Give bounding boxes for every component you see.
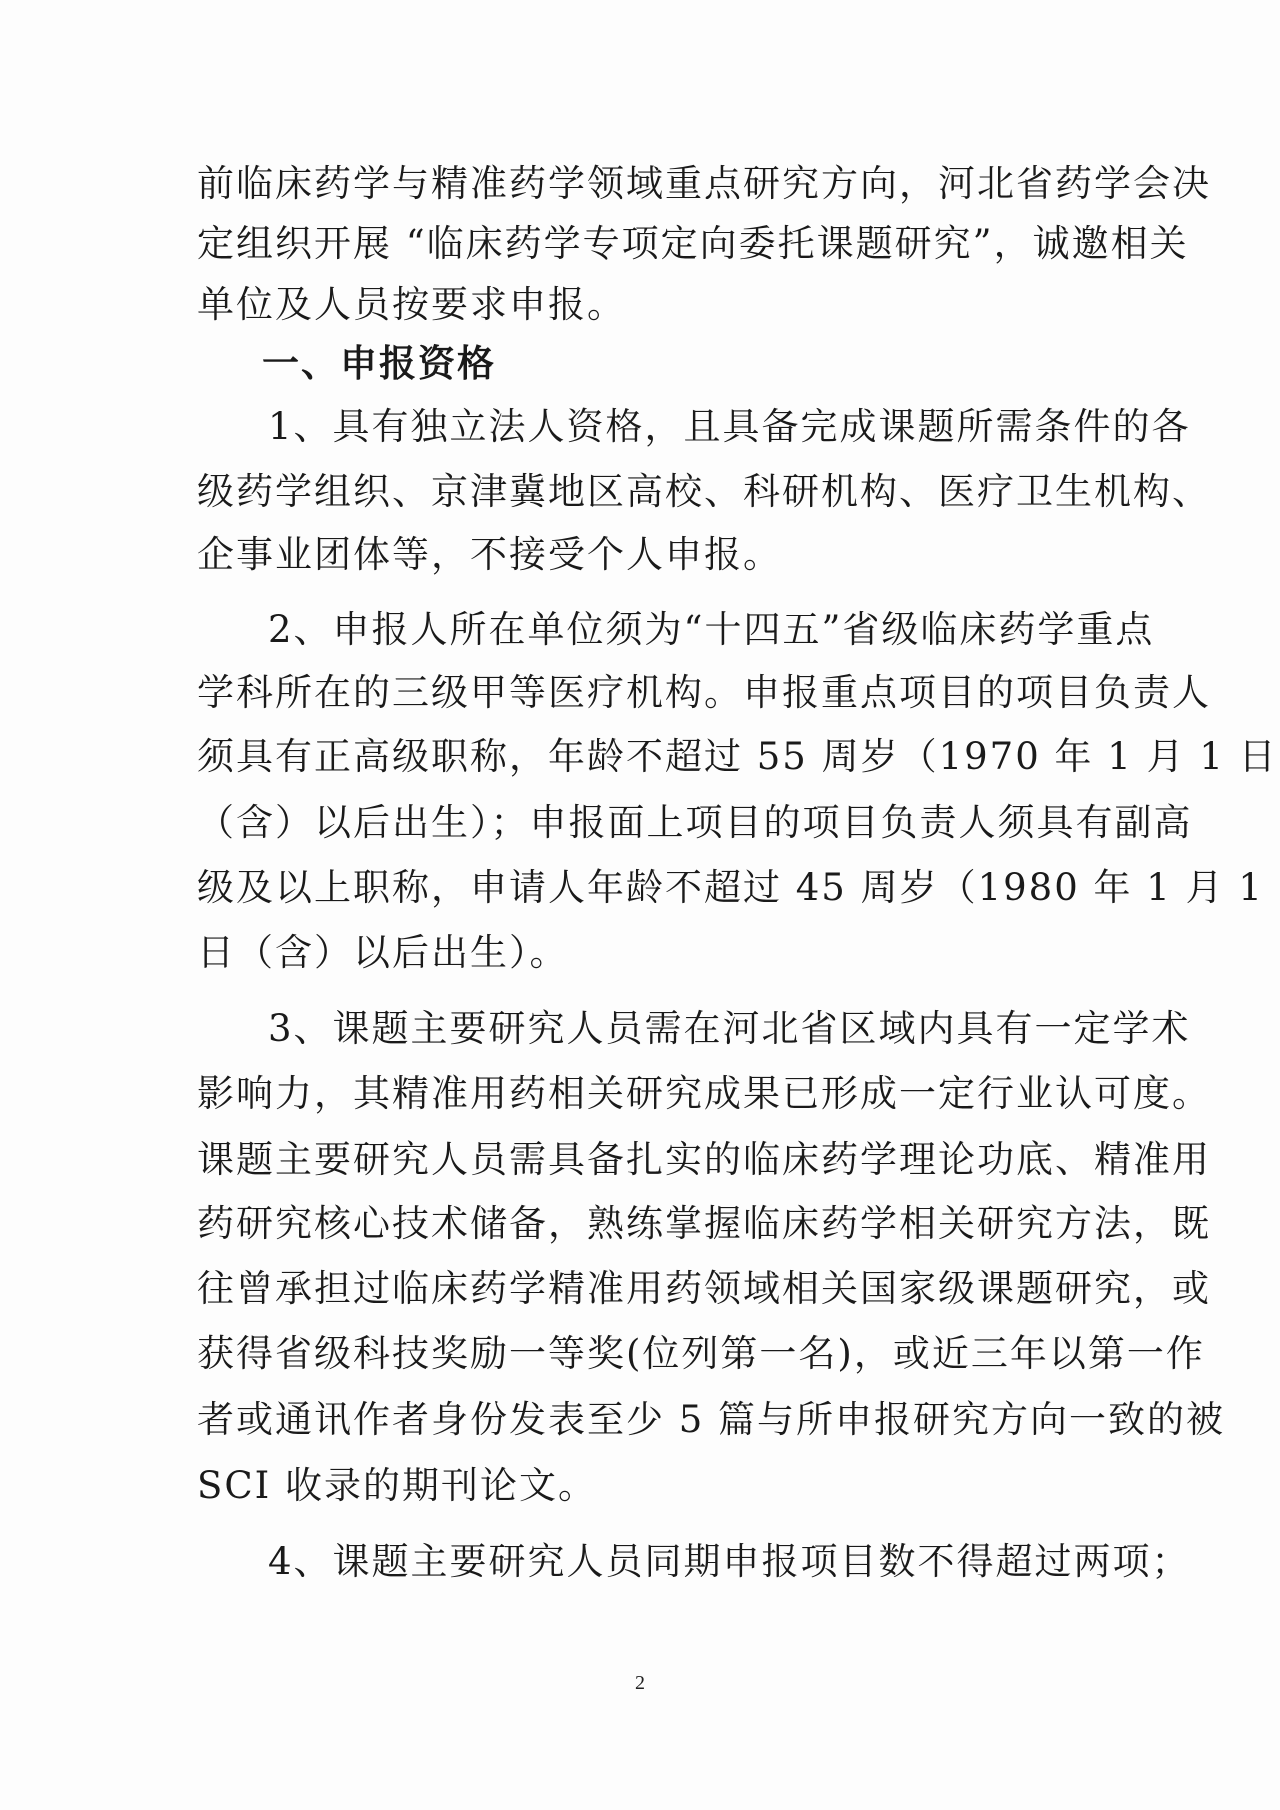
body-text-line: 单位及人员按要求申报。: [197, 283, 626, 326]
body-text-line: 前临床药学与精准药学领域重点研究方向，河北省药学会决: [197, 162, 1211, 205]
body-text-line: 药研究核心技术储备，熟练掌握临床药学相关研究方法，既: [197, 1202, 1211, 1245]
section-heading: 一、申报资格: [262, 342, 496, 385]
body-text-line: 1、具有独立法人资格，且具备完成课题所需条件的各: [268, 405, 1191, 448]
body-text-line: 获得省级科技奖励一等奖(位列第一名)，或近三年以第一作: [197, 1332, 1205, 1375]
page-number: 2: [635, 1672, 645, 1694]
body-text-line: 定组织开展 “临床药学专项定向委托课题研究”，诚邀相关: [197, 222, 1189, 265]
body-text-line: 须具有正高级职称，年龄不超过 55 周岁（1970 年 1 月 1 日: [197, 735, 1278, 778]
body-text-line: 3、课题主要研究人员需在河北省区域内具有一定学术: [268, 1007, 1191, 1050]
body-text-line: 影响力，其精准用药相关研究成果已形成一定行业认可度。: [197, 1072, 1211, 1115]
body-text-line: （含）以后出生）；申报面上项目的项目负责人须具有副高: [197, 801, 1193, 844]
body-text-line: 课题主要研究人员需具备扎实的临床药学理论功底、精准用: [197, 1138, 1211, 1181]
body-text-line: 4、课题主要研究人员同期申报项目数不得超过两项；: [268, 1540, 1191, 1583]
body-text-line: 学科所在的三级甲等医疗机构。申报重点项目的项目负责人: [197, 671, 1211, 714]
body-text-line: 者或通讯作者身份发表至少 5 篇与所申报研究方向一致的被: [197, 1398, 1226, 1441]
body-text-line: 日（含）以后出生）。: [197, 931, 569, 974]
body-text-line: 级药学组织、京津冀地区高校、科研机构、医疗卫生机构、: [197, 470, 1211, 513]
body-text-line: 2、申报人所在单位须为“十四五”省级临床药学重点: [268, 608, 1155, 651]
body-text-line: 往曾承担过临床药学精准用药领域相关国家级课题研究，或: [197, 1267, 1211, 1310]
body-text-line: SCI 收录的期刊论文。: [197, 1464, 598, 1507]
body-text-line: 企事业团体等，不接受个人申报。: [197, 533, 782, 576]
body-text-line: 级及以上职称，申请人年龄不超过 45 周岁（1980 年 1 月 1: [197, 866, 1264, 909]
